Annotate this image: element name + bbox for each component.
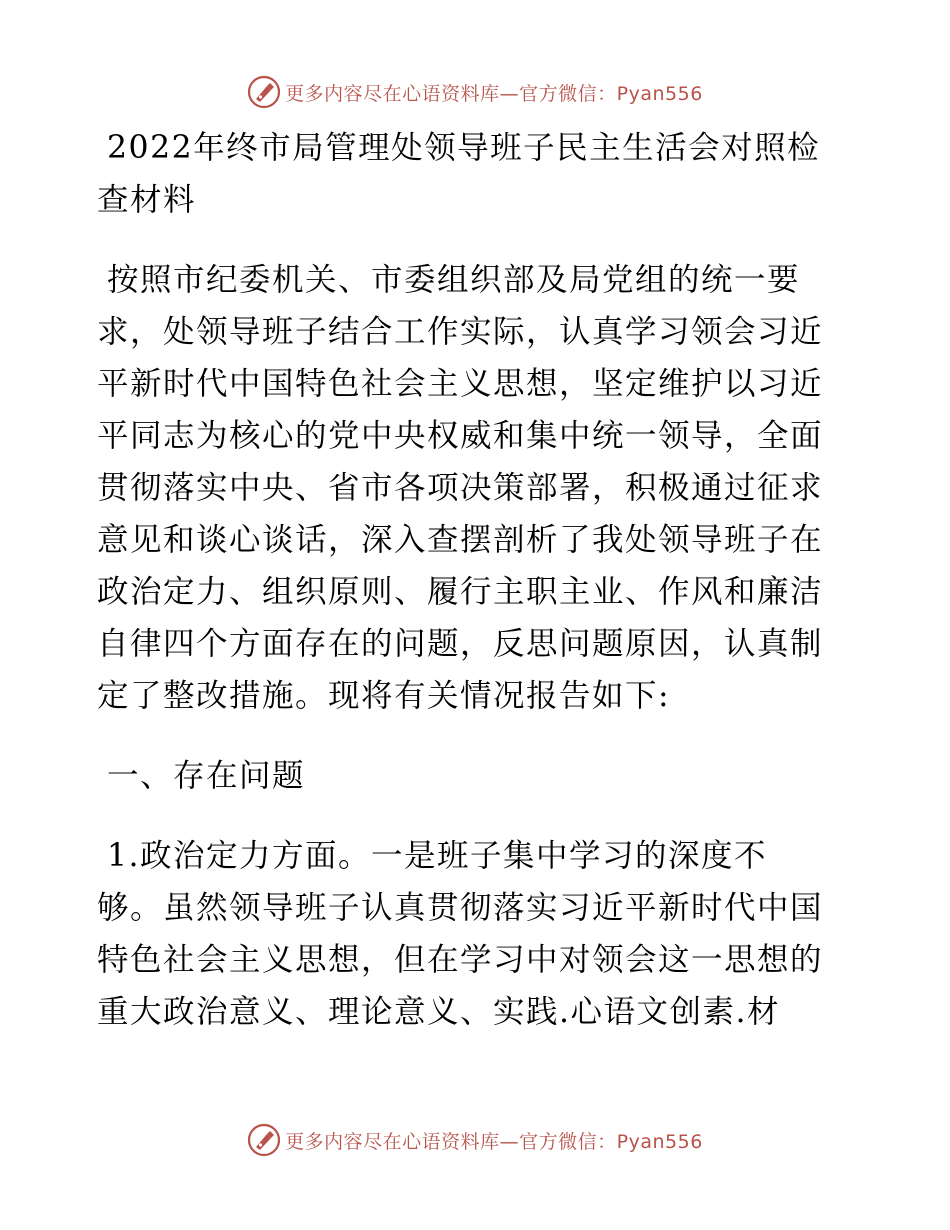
- text-line: 特色社会主义思想，但在学习中对领会这一思想的: [97, 942, 824, 978]
- text-line: 意见和谈心谈话，深入查摆剖析了我处领导班子在: [97, 522, 824, 558]
- watermark-banner-bottom: [0, 1120, 950, 1160]
- pen-nib-seal-icon: [247, 75, 281, 109]
- text-line: 1.政治定力方面。一是班子集中学习的深度不: [107, 838, 768, 874]
- text-line: 定了整改措施。现将有关情况报告如下:: [97, 678, 671, 714]
- text-line: 平同志为核心的党中央权威和集中统一领导，全面: [97, 418, 824, 454]
- text-line: 按照市纪委机关、市委组织部及局党组的统一要: [107, 262, 801, 298]
- text-line: 自律四个方面存在的问题，反思问题原因，认真制: [97, 626, 824, 662]
- text-line: 平新时代中国特色社会主义思想，坚定维护以习近: [97, 366, 824, 402]
- section-heading: [97, 750, 857, 802]
- item-paragraph: [97, 830, 857, 1038]
- intro-paragraph: [97, 254, 857, 722]
- document-title: [97, 122, 857, 226]
- heading-line: 一、存在问题: [107, 758, 306, 794]
- watermark-text: 更多内容尽在心语资料库—官方微信：Pyan556: [285, 82, 703, 105]
- text-line: 贯彻落实中央、省市各项决策部署，积极通过征求: [97, 470, 824, 506]
- text-line: 够。虽然领导班子认真贯彻落实习近平新时代中国: [97, 890, 824, 926]
- text-line: 政治定力、组织原则、履行主职主业、作风和廉洁: [97, 574, 824, 610]
- text-line: 重大政治意义、理论意义、实践.心语文创素.材: [97, 994, 781, 1030]
- watermark-banner-top: [0, 72, 950, 112]
- pen-nib-seal-icon: [247, 1123, 281, 1157]
- watermark-text: 更多内容尽在心语资料库—官方微信：Pyan556: [285, 1130, 703, 1153]
- title-line: 2022年终市局管理处领导班子民主生活会对照检: [107, 130, 821, 166]
- title-line: 查材料: [97, 182, 197, 218]
- text-line: 求，处领导班子结合工作实际，认真学习领会习近: [97, 314, 824, 350]
- document-body: [97, 122, 857, 1066]
